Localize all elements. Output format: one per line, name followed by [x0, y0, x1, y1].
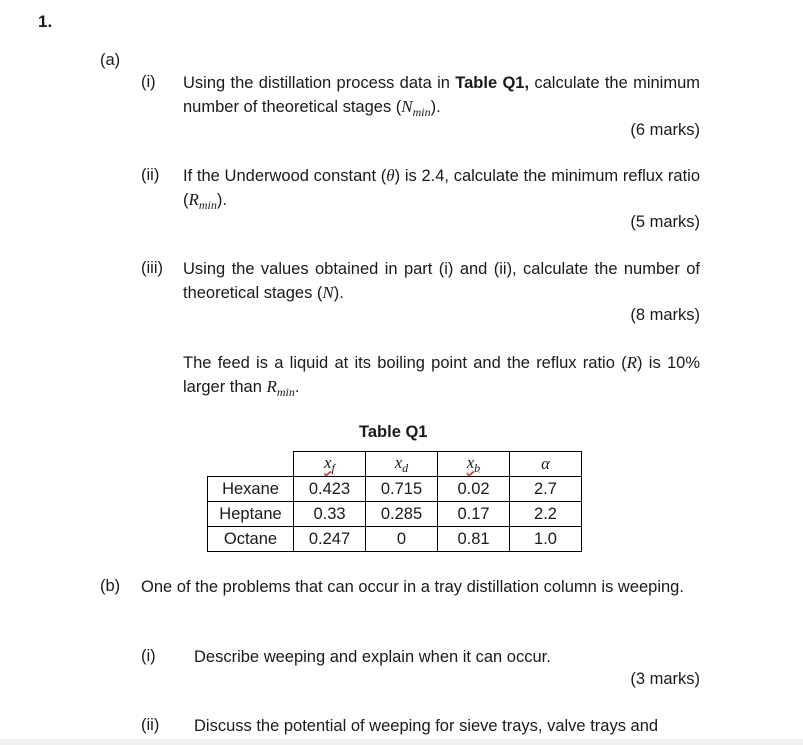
header-xb: $x_b$	[438, 452, 510, 477]
part-b-intro: One of the problems that can occur in a tray distillation column is weeping.	[141, 578, 684, 596]
page-bottom-edge	[0, 739, 803, 745]
table-cell: 0.33	[294, 502, 366, 527]
part-a-i-text: Using the distillation process data in Table Q1, calculate the minimum number of theoretical stages $(N_{min})$.	[183, 74, 700, 119]
row-label: Octane	[208, 527, 294, 552]
part-a-i-marks: (6 marks)	[630, 121, 700, 139]
part-a-iii-text: Using the values obtained in part (i) and (ii), calculate the number of theoretical stages (N).	[183, 260, 700, 302]
table-cell: 0.715	[366, 477, 438, 502]
table-cell: 0.285	[366, 502, 438, 527]
part-b-i-marks: (3 marks)	[630, 670, 700, 688]
table-cell: 0.423	[294, 477, 366, 502]
part-a-ii-marks: (5 marks)	[630, 213, 700, 231]
table-cell: 0.02	[438, 477, 510, 502]
header-xf: $x_f$	[294, 452, 366, 477]
table-row	[208, 502, 582, 527]
part-a-ii-text: If the Underwood constant (θ) is 2.4, calculate the minimum reflux ratio $(R_{min})$.	[183, 166, 700, 212]
part-a-i-label: (i)	[141, 73, 156, 91]
part-b-i-text: Describe weeping and explain when it can occur.	[194, 648, 551, 666]
question-number: 1.	[38, 12, 53, 31]
table-cell: 0.17	[438, 502, 510, 527]
part-a-iii-label: (iii)	[141, 259, 163, 277]
table-cell: 2.2	[510, 502, 582, 527]
table-cell: 0	[366, 527, 438, 552]
table-cell: 0.81	[438, 527, 510, 552]
table-row	[208, 477, 582, 502]
table-cell: 2.7	[510, 477, 582, 502]
part-a-ii-label: (ii)	[141, 166, 160, 184]
table-cell: 1.0	[510, 527, 582, 552]
table-row	[208, 527, 582, 552]
table-corner-cell	[208, 452, 294, 477]
header-alpha: α	[510, 452, 582, 477]
part-b-label: (b)	[100, 577, 121, 595]
part-b-ii-label: (ii)	[141, 716, 160, 734]
table-header-row	[208, 452, 582, 477]
row-label: Hexane	[208, 477, 294, 502]
part-b-ii-text: Discuss the potential of weeping for sieve trays, valve trays and	[194, 717, 659, 735]
table-reference: Table Q1,	[455, 74, 530, 92]
header-xd: $x_d$	[366, 452, 438, 477]
feed-note: The feed is a liquid at its boiling point and the reflux ratio (R) is 10% larger than $R_{min}$.	[183, 353, 700, 399]
table-title: Table Q1	[359, 423, 428, 441]
row-label: Heptane	[208, 502, 294, 527]
part-b-i-label: (i)	[141, 647, 156, 665]
table-cell: 0.247	[294, 527, 366, 552]
part-a-iii-marks: (8 marks)	[630, 306, 700, 324]
data-table	[207, 451, 582, 552]
part-a-label: (a)	[100, 51, 121, 69]
